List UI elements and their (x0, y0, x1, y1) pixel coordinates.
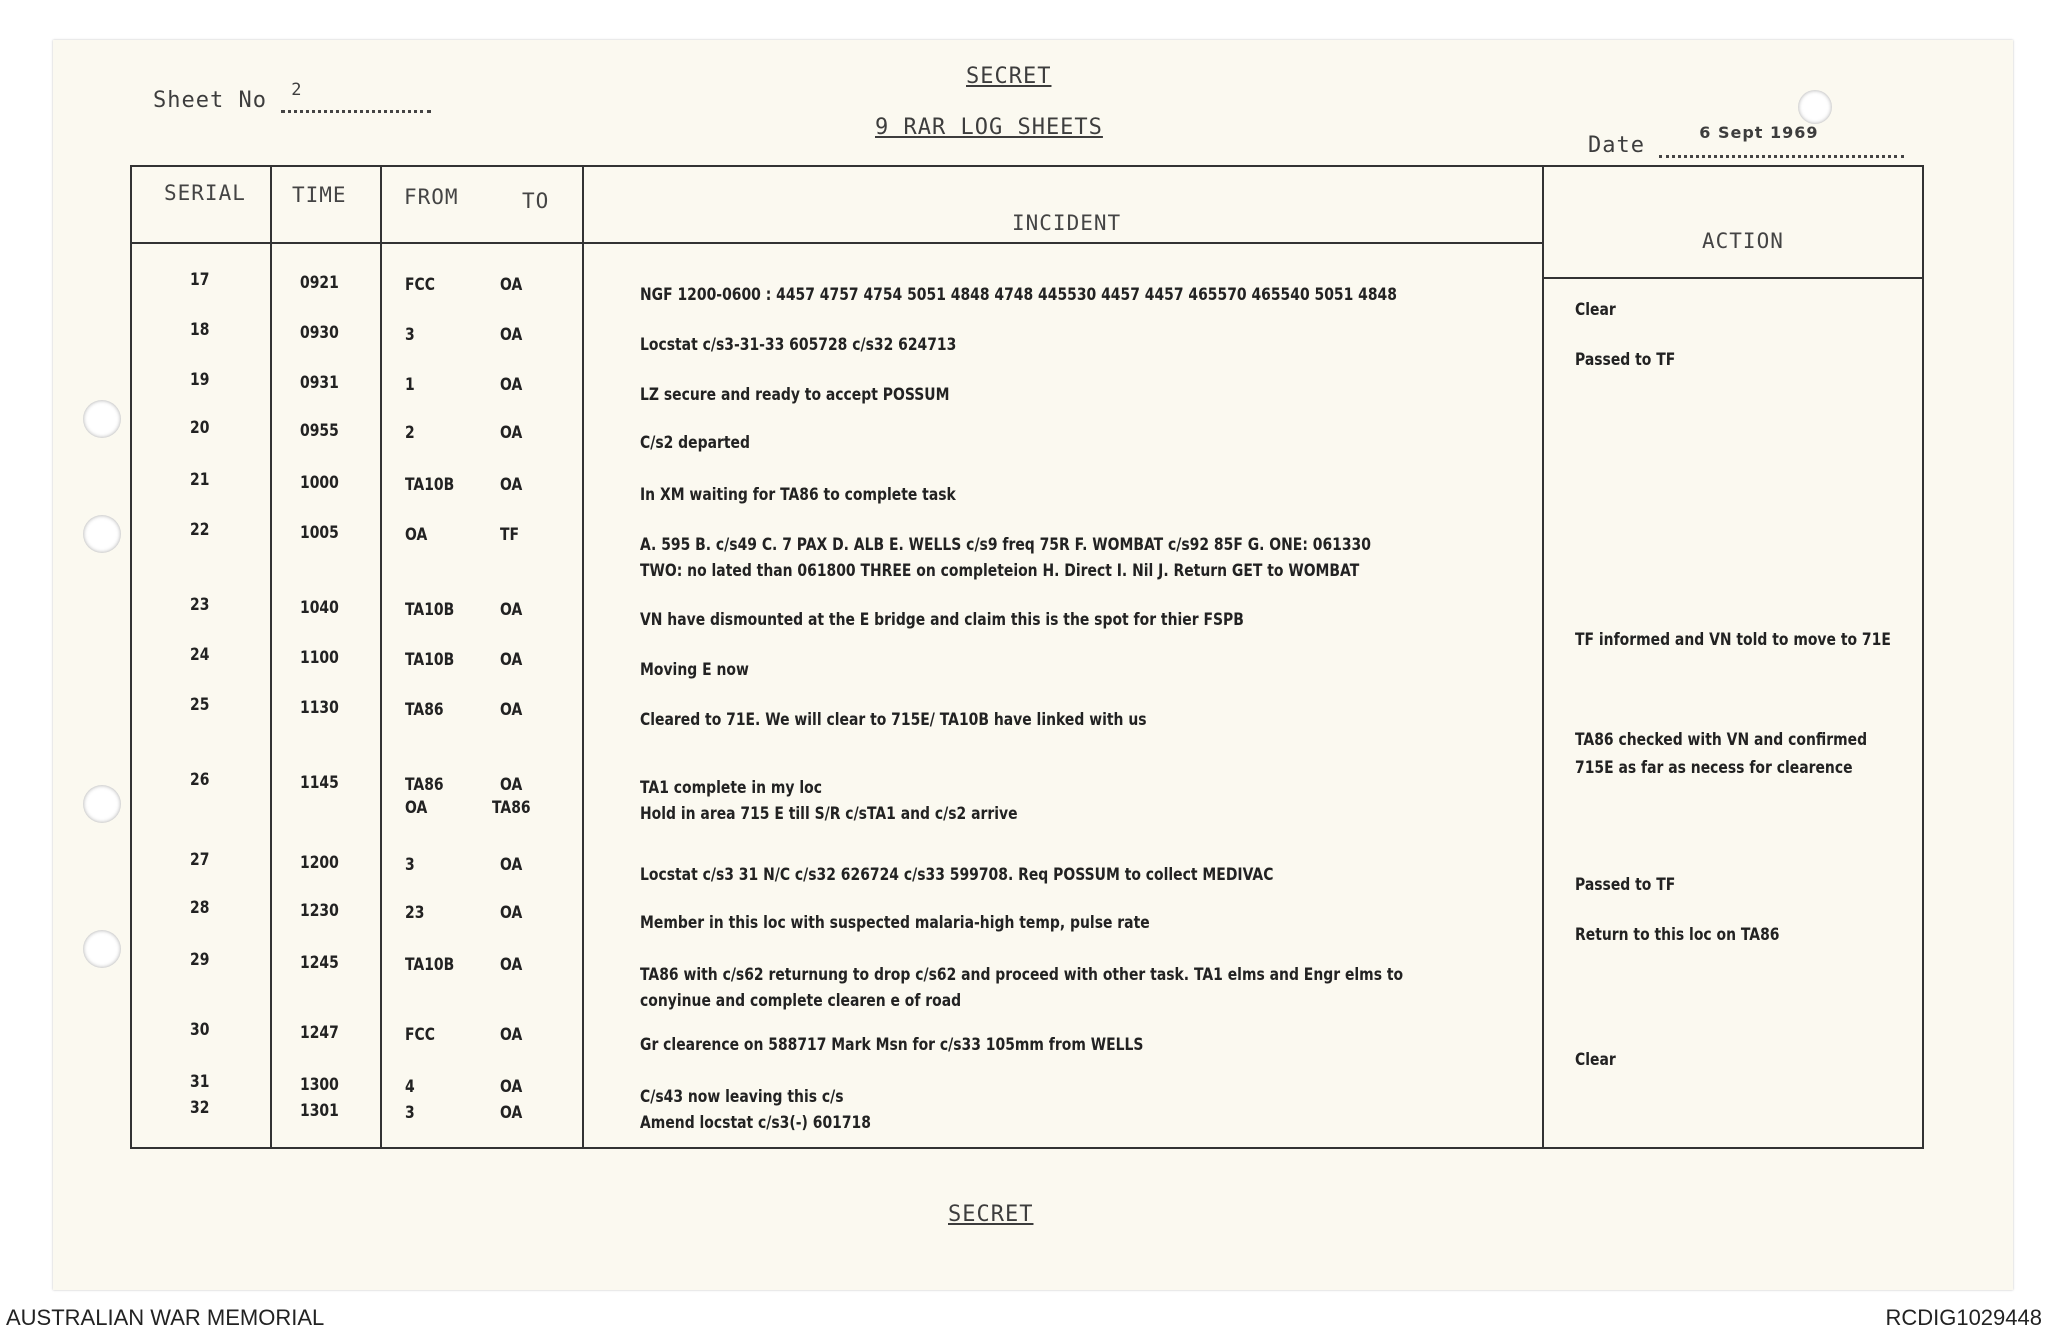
col-serial: SERIAL (164, 181, 246, 205)
serial-cell: 30 (190, 1020, 210, 1040)
col-incident: INCIDENT (1012, 211, 1122, 235)
incident-cell: TA1 complete in my loc (640, 778, 822, 798)
to-cell: OA (500, 423, 523, 443)
sheet-number-value: 2 (291, 80, 303, 100)
incident-cell: C/s2 departed (640, 433, 750, 453)
time-cell: 1130 (300, 698, 339, 718)
date-field (1588, 123, 1904, 158)
date-value: 6 Sept 1969 (1699, 123, 1819, 142)
column-divider (1542, 167, 1544, 1147)
date-label: Date (1588, 133, 1645, 158)
incident-cell: C/s43 now leaving this c/s (640, 1087, 844, 1107)
action-cell: TA86 checked with VN and confirmed (1575, 730, 1868, 750)
incident-cell: VN have dismounted at the E bridge and claim this is the spot for thier FSPB (640, 610, 1244, 630)
to-cell: OA (500, 700, 523, 720)
time-cell: 1230 (300, 901, 339, 921)
time-cell: 0930 (300, 323, 339, 343)
punch-hole (83, 930, 121, 968)
incident-cell: A. 595 B. c/s49 C. 7 PAX D. ALB E. WELLS c/s9 freq 75R F. WOMBAT c/s92 85F G. ONE: 061330 (640, 535, 1371, 555)
action-cell: Clear (1575, 300, 1616, 320)
time-cell: 1247 (300, 1023, 339, 1043)
from-cell: OA (405, 525, 428, 545)
from-cell: TA10B (405, 650, 455, 670)
incident-cell: Gr clearence on 588717 Mark Msn for c/s33 105mm from WELLS (640, 1035, 1144, 1055)
from-cell: TA10B (405, 600, 455, 620)
time-cell: 1040 (300, 598, 339, 618)
classification-bottom: SECRET (948, 1202, 1034, 1227)
serial-cell: 25 (190, 695, 210, 715)
to-cell: OA (500, 275, 523, 295)
incident-cell: LZ secure and ready to accept POSSUM (640, 385, 950, 405)
incident-cell: Cleared to 71E. We will clear to 715E/ TA10B have linked with us (640, 710, 1147, 730)
serial-cell: 23 (190, 595, 210, 615)
serial-cell: 24 (190, 645, 210, 665)
to-cell: OA (500, 650, 523, 670)
footer-left: AUSTRALIAN WAR MEMORIAL (6, 1305, 325, 1330)
from-cell: 3 (405, 325, 415, 345)
incident-cell: Amend locstat c/s3(-) 601718 (640, 1113, 871, 1133)
serial-cell: 31 (190, 1072, 210, 1092)
column-divider (270, 167, 272, 1147)
col-to: TO (522, 189, 550, 213)
time-cell: 0921 (300, 273, 339, 293)
incident-cell: Locstat c/s3 31 N/C c/s32 626724 c/s33 599708. Req POSSUM to collect MEDIVAC (640, 865, 1274, 885)
time-cell: 1100 (300, 648, 339, 668)
from-cell: 23 (405, 903, 425, 923)
incident-cell: Member in this loc with suspected malaria-high temp, pulse rate (640, 913, 1150, 933)
action-cell: Passed to TF (1575, 350, 1676, 370)
serial-cell: 20 (190, 418, 210, 438)
time-cell: 0955 (300, 421, 339, 441)
from-cell: TA86 (405, 700, 444, 720)
incident-cell: Hold in area 715 E till S/R c/sTA1 and c/s2 arrive (640, 804, 1018, 824)
to-cell: OA (500, 600, 523, 620)
action-cell: Clear (1575, 1050, 1616, 1070)
col-action: ACTION (1702, 229, 1784, 253)
time-cell: 1145 (300, 773, 339, 793)
sheet-label: Sheet No (153, 88, 267, 113)
serial-cell: 27 (190, 850, 210, 870)
action-cell: Passed to TF (1575, 875, 1676, 895)
punch-hole (83, 400, 121, 438)
incident-cell: TA86 with c/s62 returnung to drop c/s62 and proceed with other task. TA1 elms and Engr elms to (640, 965, 1404, 985)
time-cell: 1245 (300, 953, 339, 973)
to-cell: TA86 (492, 798, 531, 818)
incident-cell: conyinue and complete clearen e of road (640, 991, 962, 1011)
serial-cell: 17 (190, 270, 210, 290)
column-divider (380, 167, 382, 1147)
from-cell: 3 (405, 855, 415, 875)
header-rule-action (1542, 277, 1922, 279)
col-from: FROM (404, 185, 459, 209)
time-cell: 1301 (300, 1101, 339, 1121)
column-divider (582, 167, 584, 1147)
from-cell: 3 (405, 1103, 415, 1123)
from-cell: FCC (405, 1025, 435, 1045)
footer-right: RCDIG1029448 (1885, 1305, 2042, 1330)
serial-cell: 22 (190, 520, 210, 540)
col-time: TIME (292, 183, 347, 207)
to-cell: OA (500, 903, 523, 923)
punch-hole (1798, 90, 1832, 124)
to-cell: OA (500, 955, 523, 975)
from-cell: TA10B (405, 955, 455, 975)
to-cell: TF (500, 525, 520, 545)
date-line (1659, 123, 1904, 158)
to-cell: OA (500, 775, 523, 795)
serial-cell: 18 (190, 320, 210, 340)
serial-cell: 28 (190, 898, 210, 918)
log-table (130, 165, 1924, 1149)
serial-cell: 32 (190, 1098, 210, 1118)
incident-cell: Moving E now (640, 660, 749, 680)
punch-hole (83, 515, 121, 553)
incident-cell: NGF 1200-0600 : 4457 4757 4754 5051 4848 4748 445530 4457 4457 465570 465540 5051 4848 (640, 285, 1397, 305)
to-cell: OA (500, 1025, 523, 1045)
serial-cell: 19 (190, 370, 210, 390)
time-cell: 1300 (300, 1075, 339, 1095)
from-cell: OA (405, 798, 428, 818)
time-cell: 1005 (300, 523, 339, 543)
serial-cell: 29 (190, 950, 210, 970)
from-cell: 1 (405, 375, 415, 395)
header-rule (132, 242, 1542, 244)
punch-hole (83, 785, 121, 823)
to-cell: OA (500, 375, 523, 395)
incident-cell: Locstat c/s3-31-33 605728 c/s32 624713 (640, 335, 957, 355)
sheet-number (153, 80, 431, 113)
to-cell: OA (500, 1103, 523, 1123)
to-cell: OA (500, 855, 523, 875)
from-cell: TA86 (405, 775, 444, 795)
from-cell: 2 (405, 423, 415, 443)
page-title: 9 RAR LOG SHEETS (875, 115, 1103, 140)
time-cell: 1000 (300, 473, 339, 493)
from-cell: TA10B (405, 475, 455, 495)
to-cell: OA (500, 325, 523, 345)
from-cell: FCC (405, 275, 435, 295)
classification-top: SECRET (966, 64, 1052, 89)
serial-cell: 26 (190, 770, 210, 790)
action-cell: TF informed and VN told to move to 71E (1575, 630, 1891, 650)
action-cell: Return to this loc on TA86 (1575, 925, 1780, 945)
incident-cell: In XM waiting for TA86 to complete task (640, 485, 956, 505)
time-cell: 0931 (300, 373, 339, 393)
to-cell: OA (500, 1077, 523, 1097)
serial-cell: 21 (190, 470, 210, 490)
time-cell: 1200 (300, 853, 339, 873)
to-cell: OA (500, 475, 523, 495)
from-cell: 4 (405, 1077, 415, 1097)
incident-cell: TWO: no lated than 061800 THREE on completeion H. Direct I. Nil J. Return GET to WOMBAT (640, 561, 1360, 581)
sheet-number-line (281, 80, 431, 113)
action-cell: 715E as far as necess for clearence (1575, 758, 1853, 778)
